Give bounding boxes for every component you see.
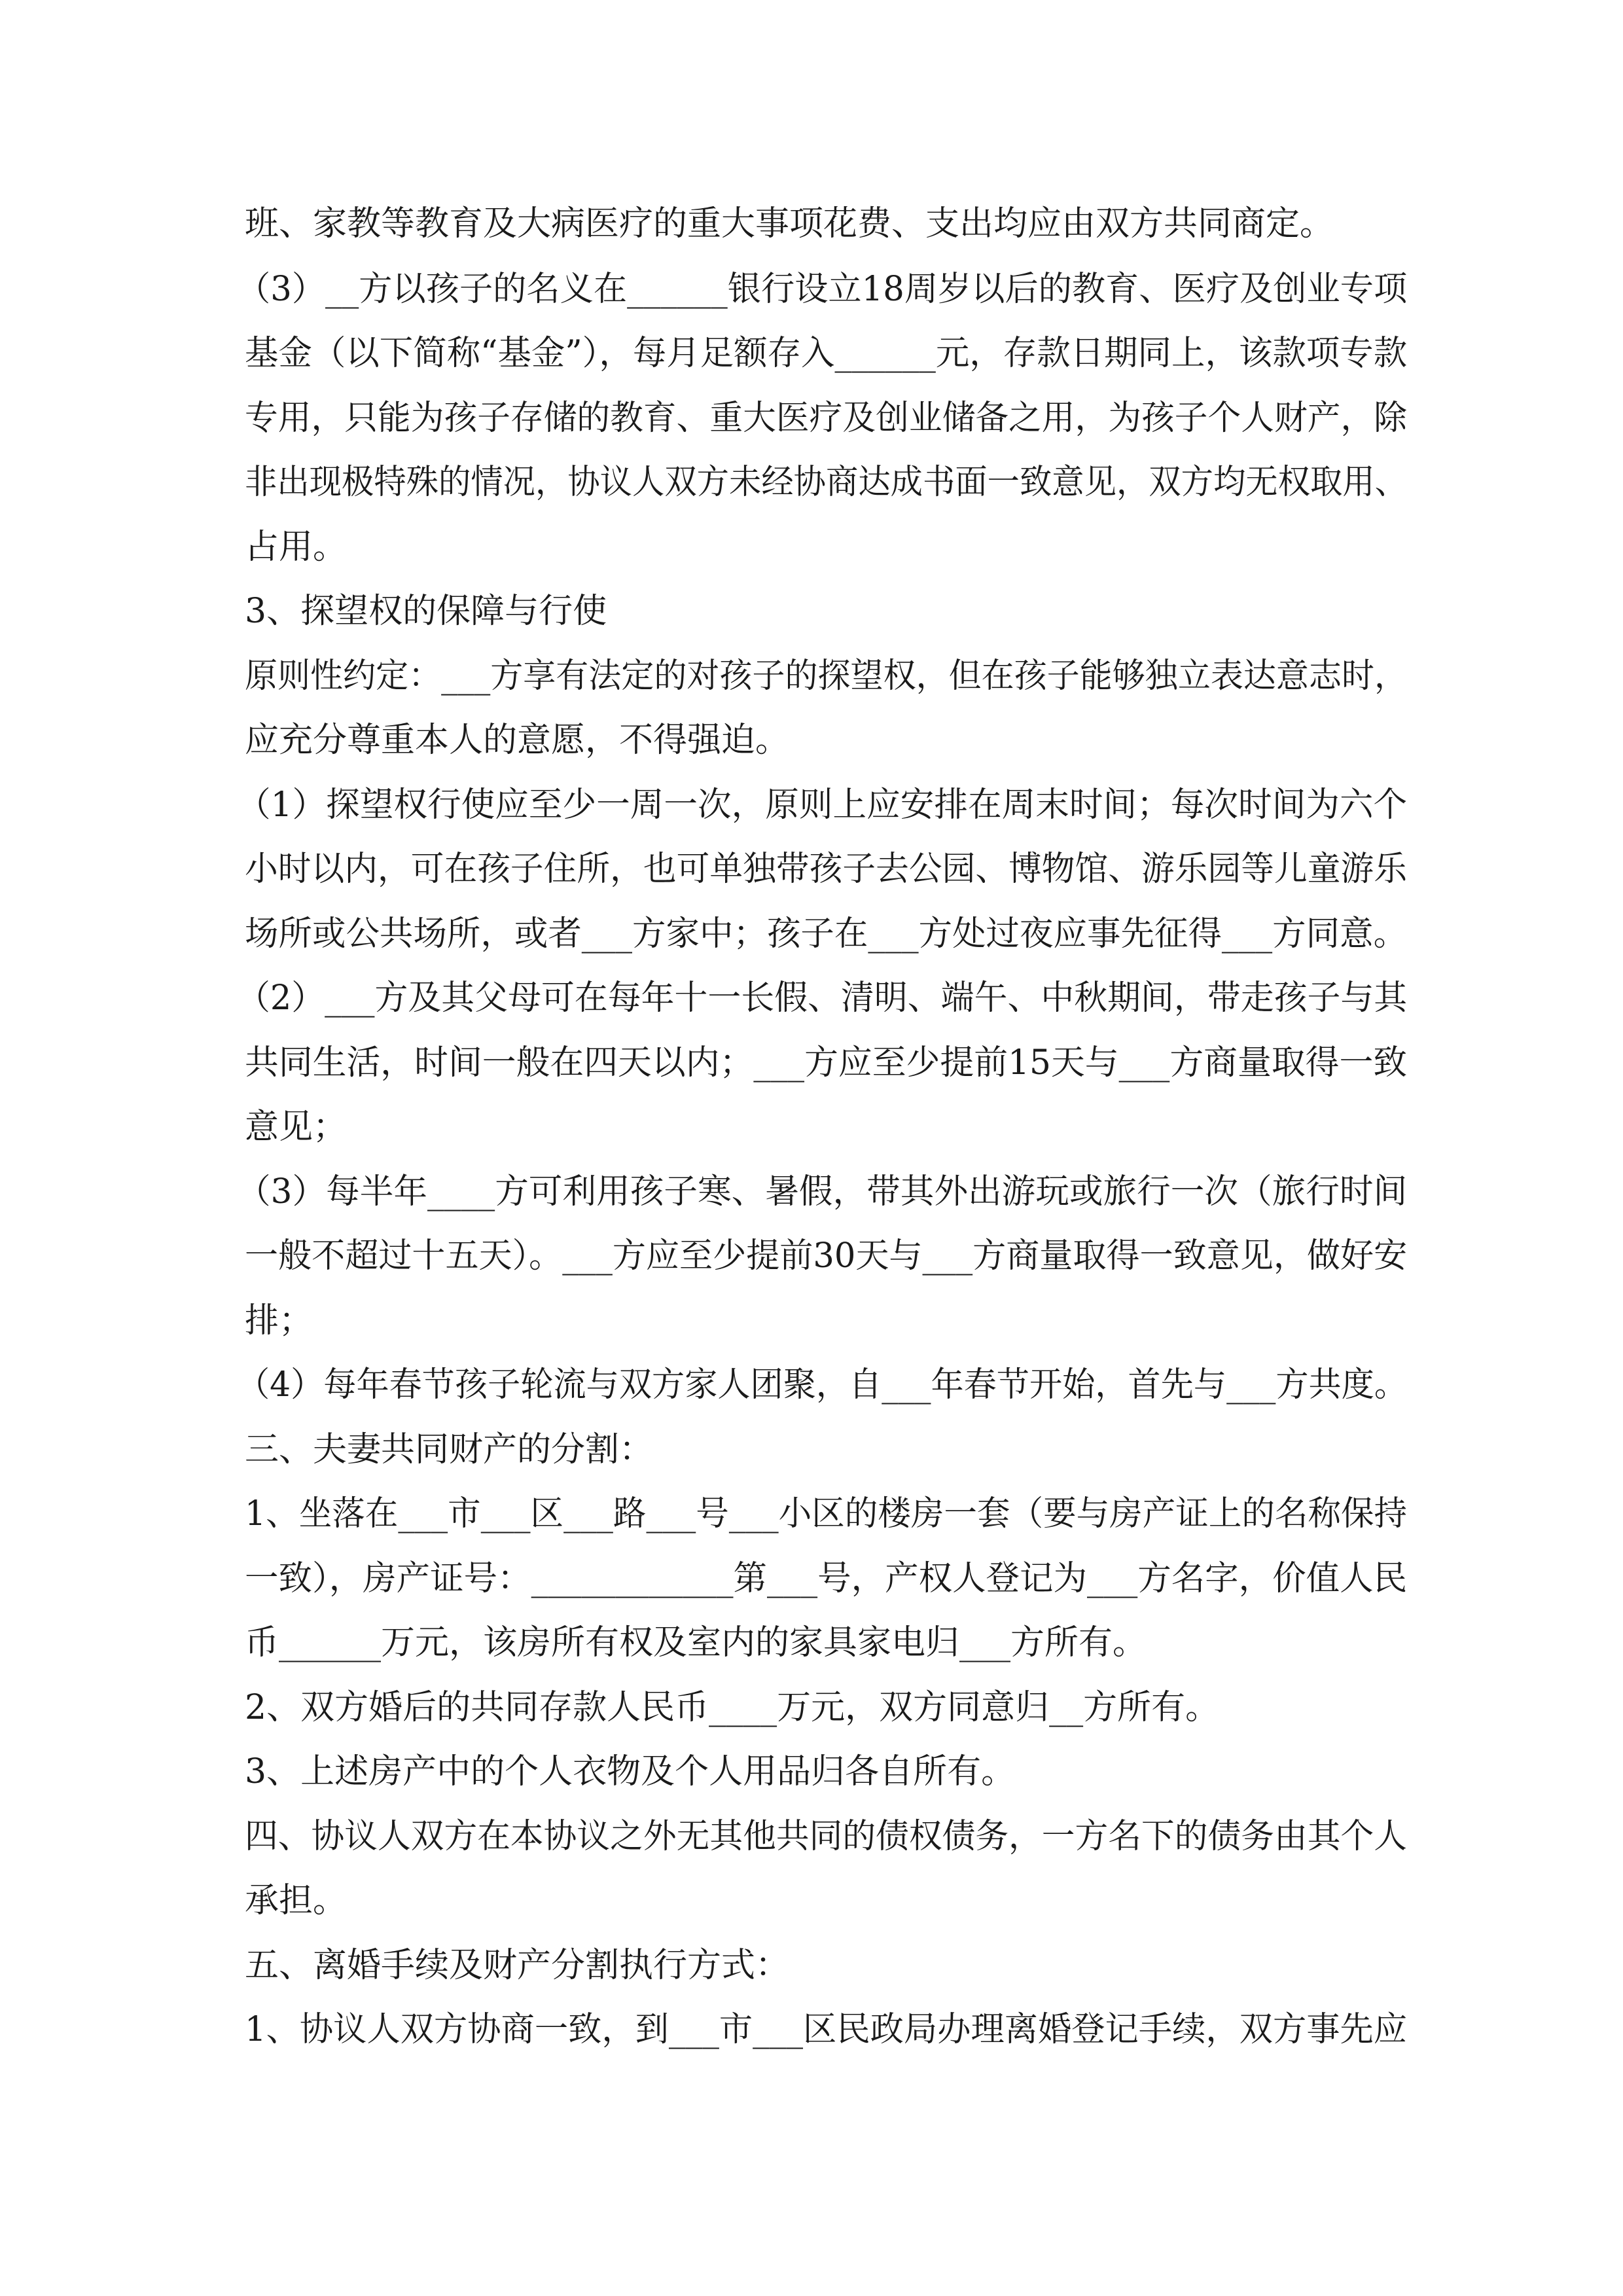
text-line: （2）___方及其父母可在每年十一长假、清明、端午、中秋期间，带走孩子与其 <box>237 978 1408 1018</box>
text-line: 小时以内，可在孩子住所，也可单独带孩子去公园、博物馆、游乐园等儿童游乐 <box>245 850 1407 889</box>
text-line: （3）每半年____方可利用孩子寒、暑假，带其外出游玩或旅行一次（旅行时间 <box>237 1172 1408 1211</box>
text-line: 3、上述房产中的个人衣物及个人用品归各自所有。 <box>245 1752 1016 1791</box>
text-line: 一般不超过十五天）。___方应至少提前30天与___方商量取得一致意见，做好安 <box>245 1236 1408 1276</box>
text-line: 1、协议人双方协商一致，到___市___区民政局办理离婚登记手续，双方事先应 <box>245 2010 1408 2049</box>
text-line: （4）每年春节孩子轮流与双方家人团聚，自___年春节开始，首先与___方共度。 <box>237 1365 1408 1405</box>
text-line: 占用。 <box>245 528 348 567</box>
text-line: 三、夫妻共同财产的分割： <box>245 1430 654 1469</box>
text-line: 原则性约定：___方享有法定的对孩子的探望权，但在孩子能够独立表达意志时， <box>245 656 1408 696</box>
text-line: 四、协议人双方在本协议之外无其他共同的债权债务，一方名下的债务由其个人 <box>245 1817 1407 1856</box>
text-line: 班、家教等教育及大病医疗的重大事项花费、支出均应由双方共同商定。 <box>245 204 1334 243</box>
text-line: 基金（以下简称“基金”），每月足额存入______元，存款日期同上，该款项专款 <box>245 334 1408 373</box>
text-line: 3、探望权的保障与行使 <box>245 592 607 631</box>
text-line: 币______万元，该房所有权及室内的家具家电归___方所有。 <box>245 1623 1147 1662</box>
text-line: 2、双方婚后的共同存款人民币____万元，双方同意归__方所有。 <box>245 1688 1220 1727</box>
text-line: 排； <box>245 1301 313 1340</box>
text-line: 五、离婚手续及财产分割执行方式： <box>245 1946 790 1985</box>
text-line: 共同生活，时间一般在四天以内；___方应至少提前15天与___方商量取得一致 <box>245 1043 1408 1083</box>
text-line: 场所或公共场所，或者___方家中；孩子在___方处过夜应事先征得___方同意。 <box>245 914 1408 954</box>
text-line: 1、坐落在___市___区___路___号___小区的楼房一套（要与房产证上的名称保持 <box>245 1494 1408 1534</box>
text-line: 承担。 <box>245 1881 348 1920</box>
text-line: （1）探望权行使应至少一周一次，原则上应安排在周末时间；每次时间为六个 <box>237 785 1408 825</box>
text-line: 应充分尊重本人的意愿，不得强迫。 <box>245 721 790 760</box>
text-line: 非出现极特殊的情况，协议人双方未经协商达成书面一致意见，双方均无权取用、 <box>245 463 1407 502</box>
text-line: 意见； <box>245 1107 348 1147</box>
text-line: （3）__方以孩子的名义在______银行设立18周岁以后的教育、医疗及创业专项 <box>237 270 1408 309</box>
text-line: 专用，只能为孩子存储的教育、重大医疗及创业储备之用，为孩子个人财产，除 <box>245 399 1407 438</box>
text-line: 一致），房产证号：____________第___号，产权人登记为___方名字，价值人民 <box>245 1559 1408 1598</box>
